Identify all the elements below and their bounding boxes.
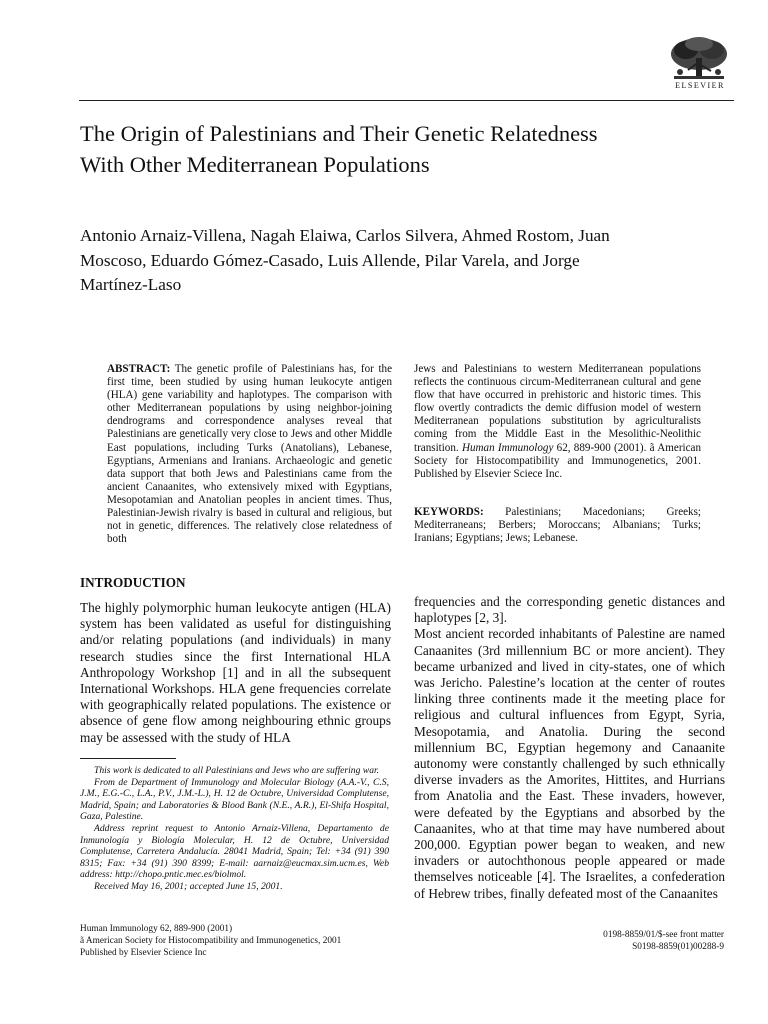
- introduction-paragraph-2: Most ancient recorded inhabitants of Palestine are named Canaanites (3rd millennium BC or more ancient). They became urbanized and lived in city-states, one of which was Jericho. Palestine’s location at the center of routes linking three continents made it the meeting place for religious and cultural influences from Egypt, Syria, Mesopotamia, and Anatolia. During the second millennium BC, Egyptian hegemony and Canaanite autonomy were constantly challenged by such ethnically diverse invaders as the Amorites, Hittites, and Hurrians from Anatolia and the East. These invaders, however, were defeated by the Egyptians and absorbed by the Canaanites, who at that time may have numbered about 200,000. Egyptian power began to weaken, and new invaders or autochthonous people appeared or made themselves noticeable [4]. The Israelites, a confederation of Hebrew tribes, finally defeated most of the Canaanites: [414, 626, 725, 901]
- footnote: [80, 765, 389, 893]
- footer-pii-line: S0198-8859(01)00288-9: [632, 942, 724, 953]
- keywords-text: Palestinians; Macedonians; Greeks; Mediterraneans; Berbers; Moroccans; Albanians; Turks; Iranians; Egyptians; Jews; Lebanese.: [414, 506, 701, 545]
- footer-left: [80, 923, 341, 960]
- introduction-heading: INTRODUCTION: [80, 575, 186, 590]
- footer-price-line: 0198-8859/01/$-see front matter: [603, 930, 724, 940]
- footer-copyright-line: ã American Society for Histocompatibility and Immunogenetics, 2001: [80, 936, 342, 947]
- footnote-dedication: This work is dedicated to all Palestinians and Jews who are suffering war.: [94, 765, 380, 776]
- footnote-rule: [80, 758, 176, 759]
- footnote-affiliations: From de Department of Immunology and Molecular Biology (A.A.-V., C.S, J.M., E.G.-C., L.A., P.V., J.M.-L.), H. 12 de Octubre, Universidad Complutense, Madrid, Spain; and Laboratories & Blood Bank (N.E., A.R.), El-Shifa Hospital, Gaza, Palestine.: [80, 776, 389, 823]
- publisher-logo-text: ELSEVIER: [675, 81, 725, 90]
- footer-publisher-line: Published by Elsevier Science Inc: [80, 948, 207, 959]
- author-list: Antonio Arnaiz-Villena, Nagah Elaiwa, Carlos Silvera, Ahmed Rostom, Juan Moscoso, Eduardo Gómez-Casado, Luis Allende, Pilar Varela, and Jorge Martínez-Laso: [80, 226, 610, 294]
- article-title: The Origin of Palestinians and Their Genetic Relatedness With Other Mediterranean Populations: [80, 121, 598, 177]
- abstract-journal-name: Human Immunology: [461, 441, 554, 454]
- abstract-label: ABSTRACT:: [107, 363, 171, 375]
- keywords-label: KEYWORDS:: [414, 506, 484, 518]
- keywords: [414, 506, 701, 545]
- footnote-reprint-address: Address reprint request to Antonio Arnaiz-Villena, Departamento de Inmunología y Biología Molecular, H. 12 de Octubre, Universidad Complutense, Carretera Andalucía. 28041 Madrid, Spain; Tel: +34 (91) 390 8315; Fax: +34 (91) 390 8399; E-mail: aarnaiz@eucmax.sim.ucm.es, Web address: http://chopo.pntic.mec.es/biolmol.: [80, 822, 389, 881]
- abstract-text-part1: The genetic profile of Palestinians has, for the first time, been studied by using human leukocyte antigen (HLA) gene variability and haplotypes. The comparison with other Mediterranean populations by using neighbor-joining dendrograms and correspondence analyses reveal that Palestinians are genetically very close to Jews and other Middle East populations, including Turks (Anatolians), Lebanese, Egyptians, Armenians and Iranians. Archaeologic and genetic data support that both Jews and Palestinians came from the ancient Canaanites, who extensively mixed with Egyptians, Mesopotamian and Anatolian peoples in ancient times. Thus, Palestinian-Jewish rivalry is based in cultural and religious, but not in genetic, differences. The relatively close relatedness of both: [107, 363, 392, 546]
- footer-right: [603, 929, 724, 953]
- introduction-paragraph-1: frequencies and the corresponding genetic distances and haplotypes [2, 3].: [414, 594, 725, 626]
- abstract-column-2: [414, 363, 701, 481]
- header-rule: [79, 100, 734, 101]
- introduction-column-2: [414, 594, 725, 902]
- abstract-column-1: [107, 363, 392, 546]
- introduction-column-1: The highly polymorphic human leukocyte antigen (HLA) system has been validated as useful for distinguishing and/or relating populations (and individuals) in many research studies since the first International HLA Anthropology Workshop [1] and in all the subsequent International Workshops. HLA gene frequencies correlate with geographically related populations. The existence or absence of gene flow among neighbouring ethnic groups may be assessed with the study of HLA: [80, 600, 391, 745]
- footer-journal-line: Human Immunology 62, 889-900 (2001): [80, 924, 233, 934]
- abstract-text-part2: Jews and Palestinians to western Mediterranean populations reflects the continuous circum-Mediterranean cultural and gene flow that have occurred in prehistoric and historic times. This flow overtly contradicts the demic diffusion model of western Mediterranean populations substitution by agriculturalists coming from the Middle East in the Mesolithic-Neolithic transition.: [414, 363, 701, 454]
- footnote-received: Received May 16, 2001; accepted June 15, 2001.: [94, 880, 283, 892]
- abstract-citation: 62, 889-900 (2001). ã American Society for Histocompatibility and Immunogenetics, 2001. Published by Elsevier Sciece Inc.: [414, 441, 702, 480]
